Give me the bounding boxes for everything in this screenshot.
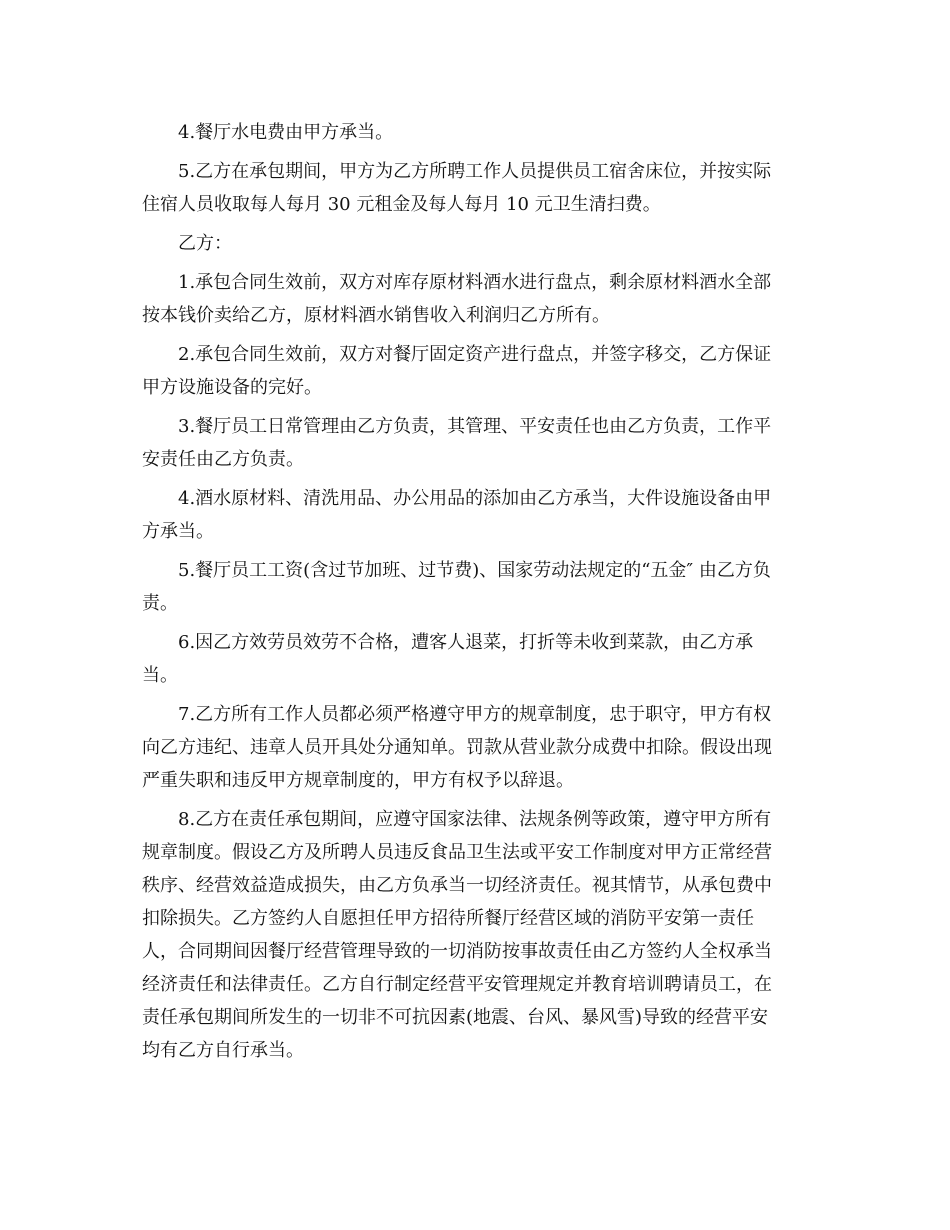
paragraph-line: 5.乙方在承包期间，甲方为乙方所聘工作人员提供员工宿舍床位，并按实际 — [178, 161, 772, 182]
paragraph-line: 经济责任和法律责任。乙方自行制定经营平安管理规定并教育培训聘请员工，在 — [142, 974, 772, 995]
paragraph-line: 当。 — [142, 665, 178, 686]
paragraph-yifang-2 — [142, 338, 810, 404]
paragraph-yifang-6 — [142, 626, 810, 692]
paragraph-line: 6.因乙方效劳员效劳不合格，遭客人退菜，打折等未收到菜款，由乙方承 — [178, 632, 754, 653]
paragraph-line: 规章制度。假设乙方及所聘人员违反食品卫生法或平安工作制度对甲方正常经营 — [142, 842, 772, 863]
paragraph-line: 住宿人员收取每人每月 30 元租金及每人每月 10 元卫生清扫费。 — [142, 194, 661, 215]
paragraph-line: 8.乙方在责任承包期间，应遵守国家法律、法规条例等政策，遵守甲方所有 — [178, 809, 772, 830]
paragraph-line: 2.承包合同生效前，双方对餐厅固定资产进行盘点，并签字移交，乙方保证 — [178, 344, 772, 365]
paragraph-line: 甲方设施设备的完好。 — [142, 377, 322, 398]
paragraph-line: 4.酒水原材料、清洗用品、办公用品的添加由乙方承当，大件设施设备由甲 — [178, 488, 772, 509]
paragraph-yifang-1 — [142, 266, 810, 332]
paragraph-line: 方承当。 — [142, 521, 214, 542]
paragraph-line: 按本钱价卖给乙方，原材料酒水销售收入利润归乙方所有。 — [142, 305, 610, 326]
paragraph-line: 7.乙方所有工作人员都必须严格遵守甲方的规章制度，忠于职守，甲方有权 — [178, 704, 772, 725]
paragraph-line: 人，合同期间因餐厅经营管理导致的一切消防按事故责任由乙方签约人全权承当 — [142, 941, 772, 962]
paragraph-jiafang-5 — [142, 155, 810, 221]
paragraph-jiafang-4 — [142, 116, 810, 149]
document-page — [142, 116, 810, 1067]
paragraph-yifang-4 — [142, 482, 810, 548]
section-heading-yifang — [142, 227, 810, 260]
paragraph-line: 1.承包合同生效前，双方对库存原材料酒水进行盘点，剩余原材料酒水全部 — [178, 272, 772, 293]
paragraph-line: 安责任由乙方负责。 — [142, 449, 304, 470]
paragraph-line: 责任承包期间所发生的一切非不可抗因素(地震、台风、暴风雪)导致的经营平安 — [142, 1007, 769, 1028]
heading-text: 乙方： — [178, 233, 232, 254]
paragraph-line: 扣除损失。乙方签约人自愿担任甲方招待所餐厅经营区域的消防平安第一责任 — [142, 908, 754, 929]
paragraph-line: 秩序、经营效益造成损失，由乙方负承当一切经济责任。视其情节，从承包费中 — [142, 875, 772, 896]
paragraph-line: 5.餐厅员工工资(含过节加班、过节费)、国家劳动法规定的“五金″ 由乙方负 — [178, 560, 771, 581]
paragraph-line: 均有乙方自行承当。 — [142, 1040, 304, 1061]
paragraph-yifang-8 — [142, 803, 810, 1067]
paragraph-yifang-5 — [142, 554, 810, 620]
paragraph-yifang-3 — [142, 410, 810, 476]
paragraph-yifang-7 — [142, 698, 810, 797]
paragraph-line: 严重失职和违反甲方规章制度的，甲方有权予以辞退。 — [142, 770, 574, 791]
paragraph-line: 4.餐厅水电费由甲方承当。 — [178, 122, 394, 143]
paragraph-line: 向乙方违纪、违章人员开具处分通知单。罚款从营业款分成费中扣除。假设出现 — [142, 737, 772, 758]
paragraph-line: 3.餐厅员工日常管理由乙方负责，其管理、平安责任也由乙方负责，工作平 — [178, 416, 772, 437]
paragraph-line: 责。 — [142, 593, 178, 614]
